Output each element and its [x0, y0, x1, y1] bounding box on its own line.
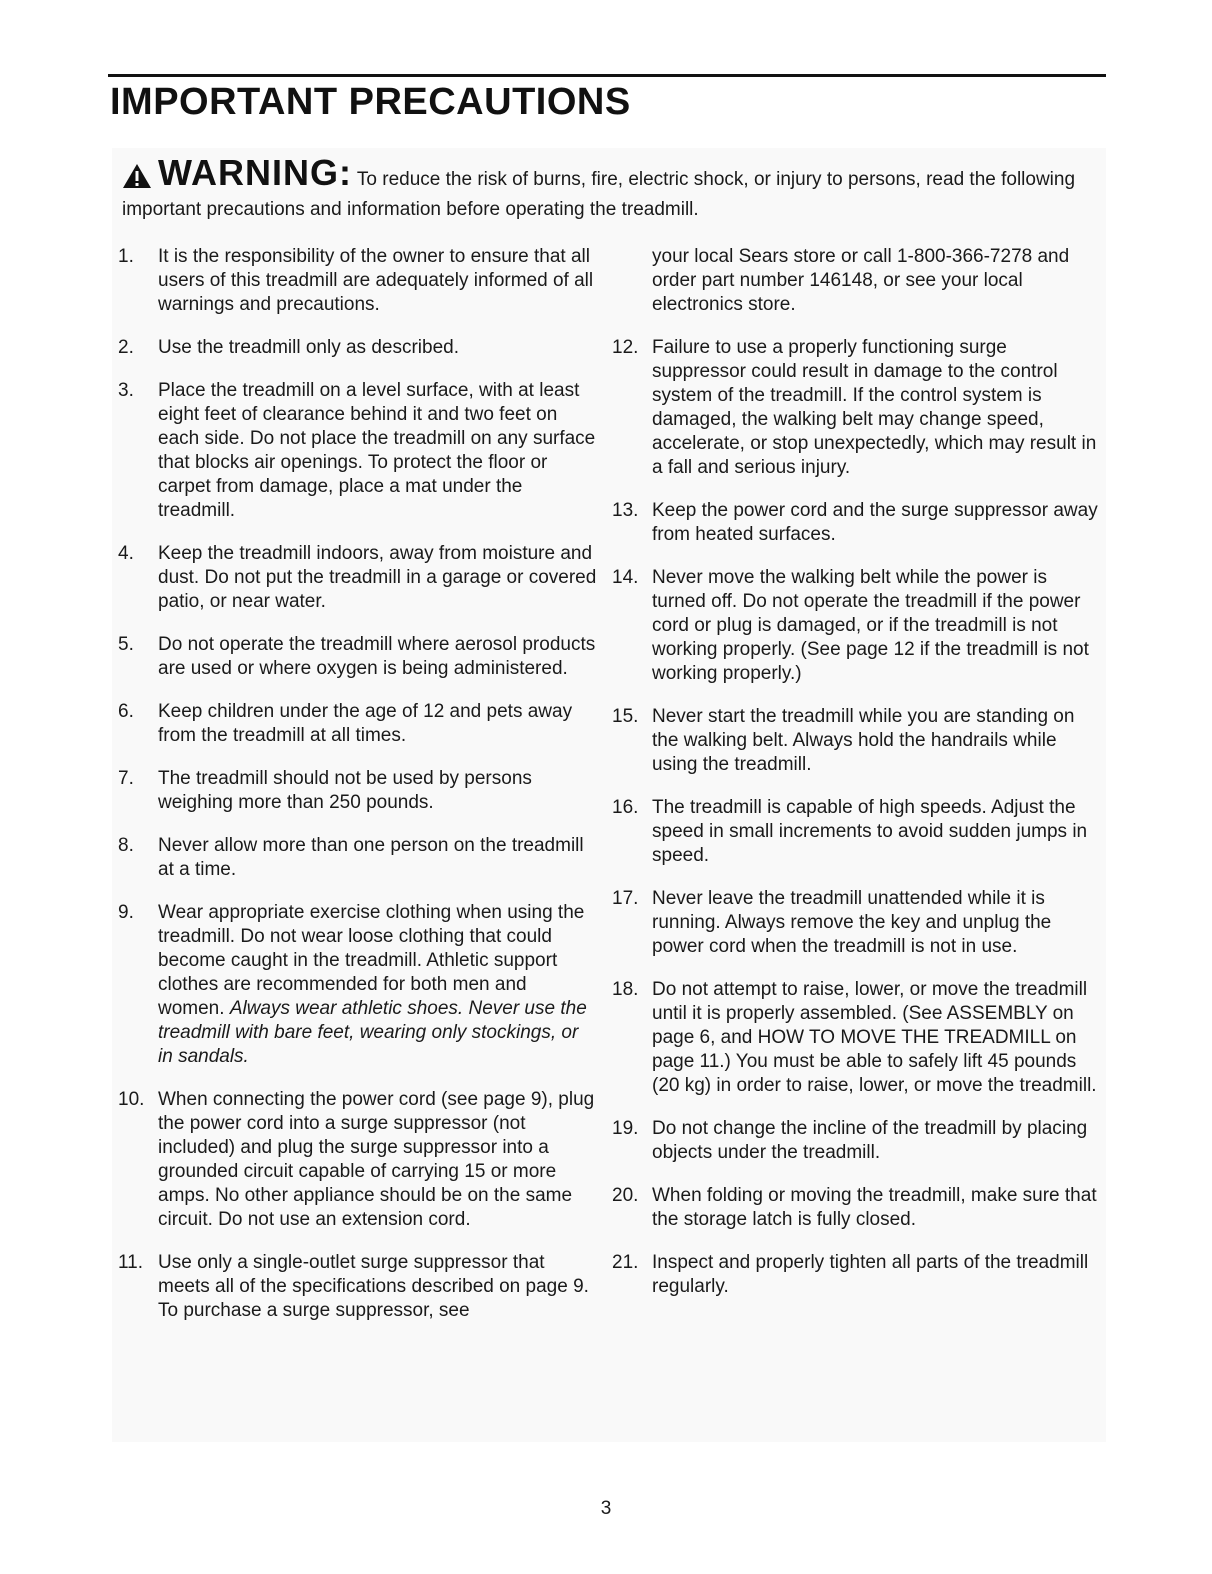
- item-text: When connecting the power cord (see page 9), plug the power cord into a surge suppressor (not included) and plug the surge suppressor into a grounded circuit capable of carrying 15 or more amps. No other appliance should be on the same circuit. Do not use an extension cord.: [158, 1089, 595, 1230]
- warning-text: To reduce the risk of burns, fire, electric shock, or injury to persons, read the following important precautions and information before operating the treadmill.: [122, 169, 1076, 220]
- precaution-item-19: [612, 1117, 1102, 1165]
- precaution-item-7: [118, 767, 598, 815]
- item-number: 16.: [612, 797, 639, 818]
- item-text: It is the responsibility of the owner to ensure that all users of this treadmill are adequately informed of all warnings and precautions.: [158, 246, 594, 315]
- item-number: 9.: [118, 902, 134, 923]
- item-text: Keep the treadmill indoors, away from moisture and dust. Do not put the treadmill in a garage or covered patio, or near water.: [158, 543, 597, 612]
- precaution-item-15: [612, 705, 1102, 777]
- item-text: Place the treadmill on a level surface, with at least eight feet of clearance behind it and two feet on each side. Do not place the treadmill on any surface that blocks air openings. To protect the floor or carpet from damage, place a mat under the treadmill.: [158, 380, 596, 521]
- header-rule: [108, 74, 1106, 77]
- item-number: 1.: [118, 246, 134, 267]
- item-text: Use the treadmill only as described.: [158, 337, 459, 358]
- page-title: IMPORTANT PRECAUTIONS: [110, 81, 631, 123]
- item-text-regular: Wear appropriate exercise clothing when using the treadmill. Do not wear loose clothing that could become caught in the treadmill. Athletic support clothes are recommended for both men and women.: [158, 902, 585, 1019]
- item-text: Do not operate the treadmill where aerosol products are used or where oxygen is being administered.: [158, 634, 596, 679]
- precaution-item-14: [612, 566, 1102, 686]
- item-number: 7.: [118, 768, 134, 789]
- page-number: 3: [600, 1498, 612, 1519]
- precaution-item-5: [118, 633, 598, 681]
- precaution-item-11-continued: your local Sears store or call 1-800-366-7278 and order part number 146148, or see your local electronics store.: [652, 246, 1070, 315]
- precaution-item-12: [612, 336, 1102, 480]
- item-number: 8.: [118, 835, 134, 856]
- precaution-item-9: [118, 901, 598, 1069]
- item-text-italic: Always wear athletic shoes. Never use the treadmill with bare feet, wearing only stockings, or in sandals.: [158, 998, 587, 1067]
- item-number: 12.: [612, 337, 639, 358]
- item-number: 10.: [118, 1089, 145, 1110]
- item-number: 17.: [612, 888, 639, 909]
- item-number: 20.: [612, 1185, 639, 1206]
- item-text: The treadmill is capable of high speeds. Adjust the speed in small increments to avoid sudden jumps in speed.: [652, 797, 1088, 866]
- precaution-item-6: [118, 700, 598, 748]
- item-number: 13.: [612, 500, 639, 521]
- precaution-item-21: [612, 1251, 1102, 1299]
- item-text: Use only a single-outlet surge suppressor that meets all of the specifications described on page 9. To purchase a surge suppressor, see: [158, 1252, 589, 1321]
- precaution-item-3: [118, 379, 598, 523]
- item-number: 5.: [118, 634, 134, 655]
- warning-block: [122, 152, 1082, 223]
- item-number: 6.: [118, 701, 134, 722]
- precaution-item-20: [612, 1184, 1102, 1232]
- item-text: Inspect and properly tighten all parts of the treadmill regularly.: [652, 1252, 1089, 1297]
- precaution-item-13: [612, 499, 1102, 547]
- precaution-item-11: [118, 1251, 598, 1323]
- precaution-item-1: [118, 245, 598, 317]
- warning-triangle-icon: [122, 163, 152, 197]
- item-text: When folding or moving the treadmill, make sure that the storage latch is fully closed.: [652, 1185, 1097, 1230]
- precautions-column-right: [612, 245, 1102, 1318]
- precautions-column-left: [118, 245, 598, 1342]
- item-text: Never leave the treadmill unattended while it is running. Always remove the key and unplug the power cord when the treadmill is not in use.: [652, 888, 1052, 957]
- precaution-item-10: [118, 1088, 598, 1232]
- item-number: 19.: [612, 1118, 639, 1139]
- precaution-item-8: [118, 834, 598, 882]
- precaution-item-2: [118, 336, 598, 360]
- item-number: 15.: [612, 706, 639, 727]
- item-number: 14.: [612, 567, 639, 588]
- item-text: Never start the treadmill while you are standing on the walking belt. Always hold the handrails while using the treadmill.: [652, 706, 1075, 775]
- item-text: Do not attempt to raise, lower, or move the treadmill until it is properly assembled. (See ASSEMBLY on page 6, and HOW TO MOVE THE TREADMILL on page 11.) You must be able to safely lift 45 pounds (20 kg) in order to raise, lower, or move the treadmill.: [652, 979, 1097, 1096]
- item-number: 21.: [612, 1252, 639, 1273]
- item-text: Keep the power cord and the surge suppressor away from heated surfaces.: [652, 500, 1098, 545]
- item-number: 11.: [118, 1252, 144, 1273]
- warning-label: WARNING:: [158, 152, 352, 193]
- precaution-item-18: [612, 978, 1102, 1098]
- precaution-item-17: [612, 887, 1102, 959]
- item-text: Do not change the incline of the treadmill by placing objects under the treadmill.: [652, 1118, 1088, 1163]
- precaution-item-16: [612, 796, 1102, 868]
- item-text: The treadmill should not be used by persons weighing more than 250 pounds.: [158, 768, 532, 813]
- item-text: Never allow more than one person on the treadmill at a time.: [158, 835, 584, 880]
- item-text: Keep children under the age of 12 and pets away from the treadmill at all times.: [158, 701, 573, 746]
- item-text: [158, 901, 598, 1069]
- item-number: 2.: [118, 337, 134, 358]
- item-text: Never move the walking belt while the power is turned off. Do not operate the treadmill if the power cord or plug is damaged, or if the treadmill is not working properly. (See page 12 if the treadmill is not working properly.): [652, 567, 1089, 684]
- precaution-item-4: [118, 542, 598, 614]
- item-number: 4.: [118, 543, 134, 564]
- item-text: Failure to use a properly functioning surge suppressor could result in damage to the control system of the treadmill. If the control system is damaged, the walking belt may change speed, accelerate, or stop unexpectedly, which may result in a fall and serious injury.: [652, 337, 1097, 478]
- item-number: 3.: [118, 380, 134, 401]
- item-number: 18.: [612, 979, 639, 1000]
